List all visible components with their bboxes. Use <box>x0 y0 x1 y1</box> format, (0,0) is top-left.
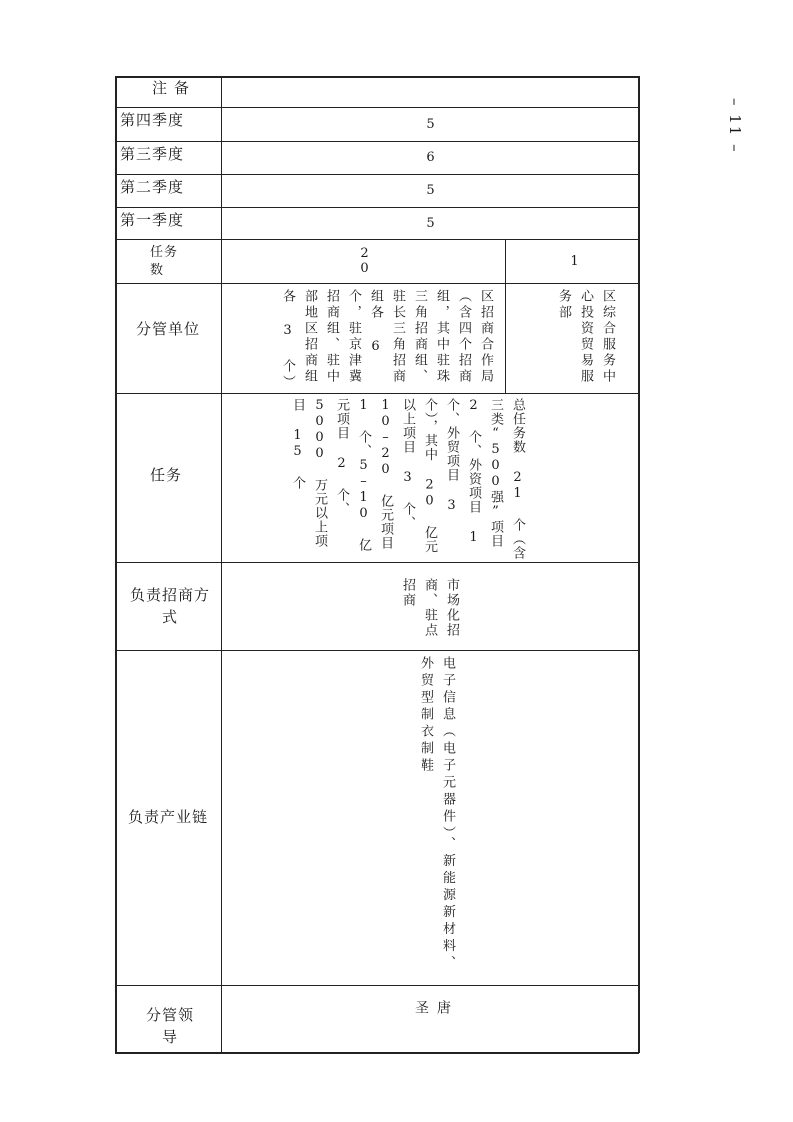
unit-name-2: 区综合服务中心投资贸易服务部 <box>556 289 615 385</box>
divider-q3-q2 <box>115 174 639 175</box>
count-value-2: 1 <box>567 253 582 269</box>
divider-count-unit <box>115 283 639 284</box>
header-chain: 负责产业链 <box>127 808 208 826</box>
divider-note-q4 <box>115 107 639 108</box>
header-q4: 第四季度 <box>120 111 185 129</box>
header-count: 任务数 <box>150 245 179 278</box>
task-description: 总任务数 21 个（含三类“500强”项目 2 个、外资项目 1 个、外贸项目 3 个），其中 20 亿元以上项目 3 个、10–20 亿元项目 1 个、5–10 亿元项目 2 个、5000 万元以上项目 15 个 <box>290 398 525 560</box>
unit-split-divider <box>505 239 506 394</box>
header-unit: 分管单位 <box>135 320 200 338</box>
table-border-top <box>115 76 639 78</box>
chain-value: 电子信息（电子元器件）、新能源新材料、外贸型制衣制鞋 <box>418 656 455 973</box>
header-note: 备注 <box>150 80 190 101</box>
table-border-bottom <box>115 1052 639 1054</box>
divider-q4-q3 <box>115 141 639 142</box>
unit-name-1: 区招商合作局（含四个招商组，其中驻珠三角招商组、驻长三角招商组各 6 个，驻京津冀招商组、驻中部地区招商组各 3 个） <box>280 289 493 391</box>
table-border-right <box>638 76 640 1053</box>
q3-value: 6 <box>423 149 438 165</box>
divider-q2-q1 <box>115 207 639 208</box>
table-border-left <box>115 76 117 1053</box>
divider-unit-task <box>115 393 639 394</box>
header-q1: 第一季度 <box>120 211 185 229</box>
header-q3: 第三季度 <box>120 145 185 163</box>
q1-value: 5 <box>423 215 438 231</box>
header-q2: 第二季度 <box>120 178 185 196</box>
header-method: 负责招商方式 <box>130 586 211 626</box>
header-divider <box>221 76 222 1053</box>
count-value-1: 20 <box>357 246 372 276</box>
q2-value: 5 <box>423 182 438 198</box>
divider-task-method <box>115 562 639 563</box>
divider-chain-leader <box>115 985 639 986</box>
method-value: 市场化招商、驻点招商 <box>400 578 459 638</box>
divider-method-chain <box>115 650 639 651</box>
page-number: – 11 – <box>726 98 744 154</box>
divider-q1-count <box>115 239 639 240</box>
leader-value: 唐 圣 <box>413 1000 451 1044</box>
q4-value: 5 <box>423 116 438 132</box>
note-value <box>420 80 440 104</box>
header-leader: 分管领导 <box>145 1006 194 1046</box>
header-task: 任务 <box>150 466 183 484</box>
